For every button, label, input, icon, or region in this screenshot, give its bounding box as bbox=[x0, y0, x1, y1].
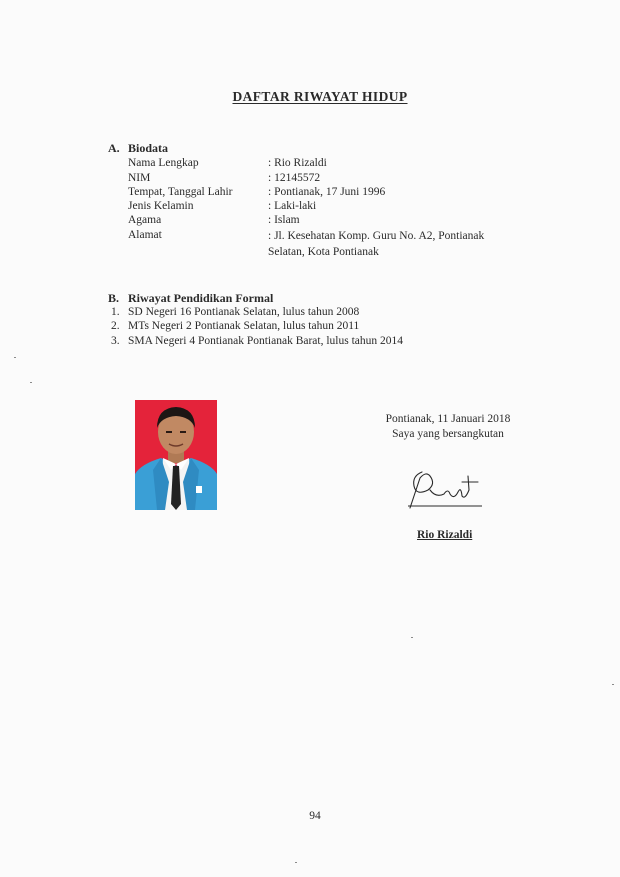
scan-speck bbox=[30, 382, 32, 383]
education-item-text: SD Negeri 16 Pontianak Selatan, lulus tahun 2008 bbox=[128, 306, 360, 318]
bio-label: NIM bbox=[128, 172, 151, 184]
signature-place-date: Pontianak, 11 Januari 2018 bbox=[385, 413, 511, 425]
bio-label: Tempat, Tanggal Lahir bbox=[128, 186, 233, 198]
bio-label: Alamat bbox=[128, 229, 162, 241]
education-heading bbox=[108, 291, 273, 306]
bio-value: : Jl. Kesehatan Komp. Guru No. A2, Pontianak Selatan, Kota Pontianak bbox=[268, 230, 485, 258]
bio-label: Agama bbox=[128, 214, 162, 226]
bio-value: : Laki-laki bbox=[268, 200, 317, 212]
education-heading-text: Riwayat Pendidikan Formal bbox=[128, 291, 274, 305]
education-item-text: SMA Negeri 4 Pontianak Pontianak Barat, lulus tahun 2014 bbox=[128, 335, 404, 347]
bio-value: : Islam bbox=[268, 214, 300, 226]
page-title: DAFTAR RIWAYAT HIDUP bbox=[232, 89, 408, 104]
signature-statement: Saya yang bersangkutan bbox=[392, 428, 504, 440]
signer-name: Rio Rizaldi bbox=[417, 529, 473, 541]
bio-value: : Pontianak, 17 Juni 1996 bbox=[268, 186, 386, 198]
education-item-number: 3. bbox=[111, 335, 120, 347]
education-item-text: MTs Negeri 2 Pontianak Selatan, lulus tahun 2011 bbox=[128, 320, 360, 332]
page-number: 94 bbox=[309, 810, 321, 822]
profile-photo bbox=[135, 400, 217, 510]
education-item bbox=[111, 335, 403, 347]
scan-speck bbox=[14, 357, 16, 358]
biodata-heading bbox=[108, 141, 168, 156]
scan-speck bbox=[612, 684, 614, 685]
bio-value: : Rio Rizaldi bbox=[268, 157, 327, 169]
education-item bbox=[111, 320, 359, 332]
education-letter: B. bbox=[108, 291, 120, 305]
profile-photo-illustration bbox=[135, 400, 217, 510]
bio-label: Jenis Kelamin bbox=[128, 200, 194, 212]
biodata-letter: A. bbox=[108, 141, 120, 155]
education-item bbox=[111, 306, 359, 318]
bio-label: Nama Lengkap bbox=[128, 157, 199, 169]
education-item-number: 1. bbox=[111, 306, 120, 318]
scan-speck bbox=[411, 637, 413, 638]
handwritten-signature bbox=[400, 466, 490, 511]
bio-value: : 12145572 bbox=[268, 172, 321, 184]
education-item-number: 2. bbox=[111, 320, 120, 332]
scan-speck bbox=[295, 862, 297, 863]
biodata-heading-text: Biodata bbox=[128, 141, 169, 155]
